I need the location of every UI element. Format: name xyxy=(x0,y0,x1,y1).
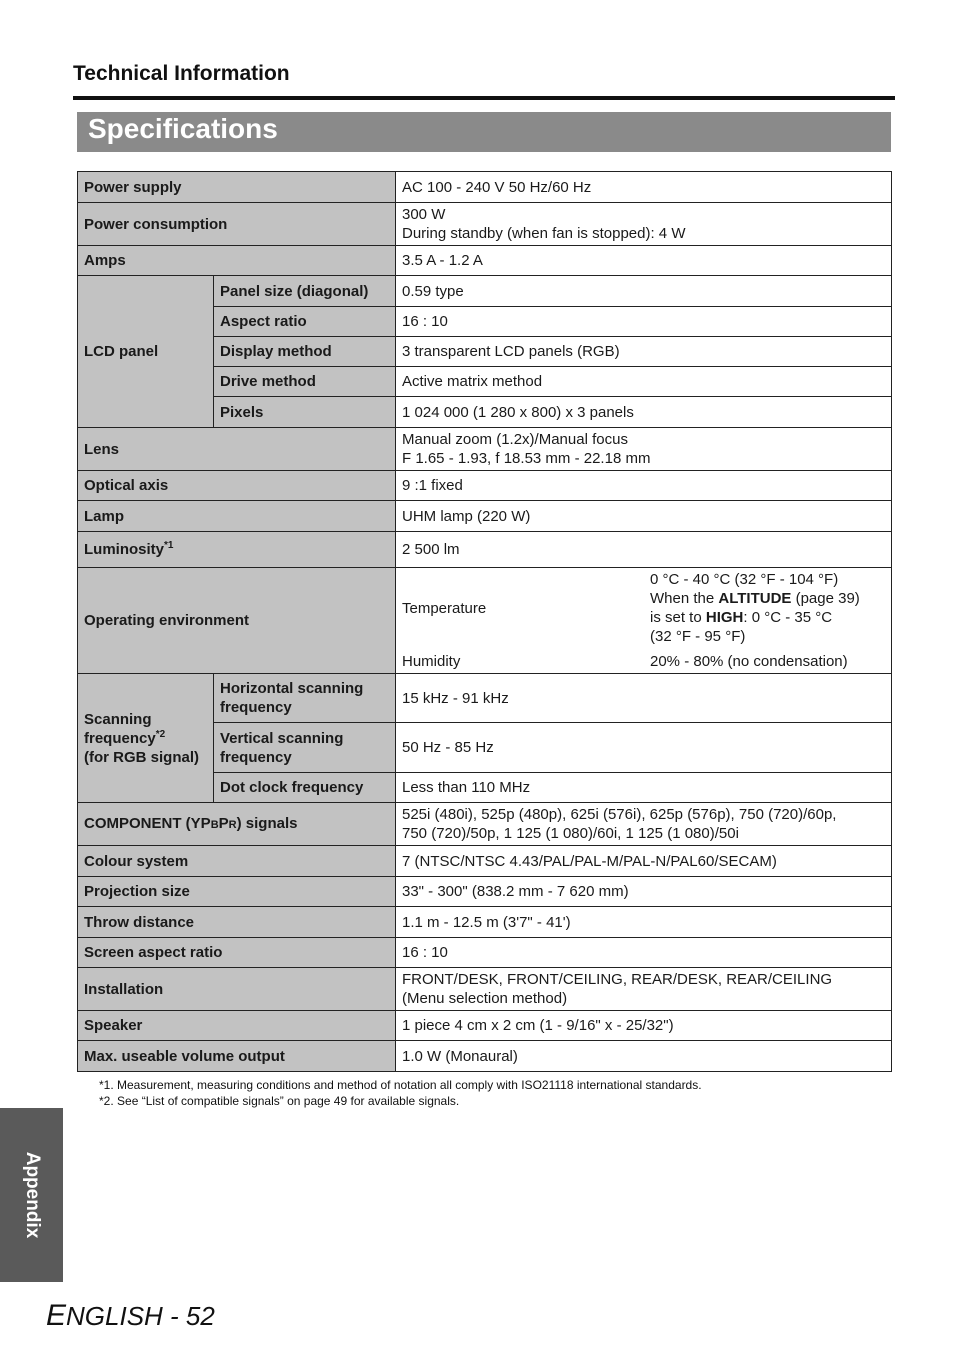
row-label: Operating environment xyxy=(78,568,396,674)
humidity-label: Humidity xyxy=(402,653,461,670)
row-value: 1.0 W (Monaural) xyxy=(396,1041,892,1072)
table-row xyxy=(78,276,892,307)
temp-when: When the xyxy=(650,590,719,607)
label-text: Luminosity xyxy=(84,541,165,558)
table-row xyxy=(78,803,892,846)
row-value: 1 piece 4 cm x 2 cm (1 - 9/16" x - 25/32") xyxy=(396,1011,892,1041)
footnote-ref: *1 xyxy=(164,540,174,551)
table-row xyxy=(78,1011,892,1041)
humidity-row xyxy=(402,646,885,671)
row-label: Lens xyxy=(78,428,396,471)
row-value: UHM lamp (220 W) xyxy=(396,501,892,532)
table-row xyxy=(78,532,892,568)
row-value xyxy=(396,968,892,1011)
row-value xyxy=(396,568,892,674)
table-row xyxy=(78,907,892,938)
row-value: Active matrix method xyxy=(396,367,892,397)
sub-label: Aspect ratio xyxy=(214,307,396,337)
row-label: Max. useable volume output xyxy=(78,1041,396,1072)
row-value: Less than 110 MHz xyxy=(396,773,892,803)
appendix-side-tab xyxy=(0,1108,63,1282)
section-header: Technical Information xyxy=(73,62,290,85)
label-sub: R xyxy=(228,818,237,831)
value-line: 750 (720)/50p, 1 125 (1 080)/60i, 1 125 (1 080)/50i xyxy=(402,825,739,842)
sub-label: Drive method xyxy=(214,367,396,397)
temperature-value xyxy=(650,570,885,646)
row-label: Projection size xyxy=(78,877,396,907)
title-bar xyxy=(77,112,891,152)
value-line: F 1.65 - 1.93, f 18.53 mm - 22.18 mm xyxy=(402,450,651,467)
row-value xyxy=(396,428,892,471)
row-value: 2 500 lm xyxy=(396,532,892,568)
temp-high-range: : 0 °C - 35 °C xyxy=(743,609,833,626)
table-row xyxy=(78,428,892,471)
footnotes xyxy=(99,1077,702,1109)
row-value: 9 :1 fixed xyxy=(396,471,892,501)
table-row xyxy=(78,471,892,501)
row-value: 33" - 300" (838.2 mm - 7 620 mm) xyxy=(396,877,892,907)
sub-label: Dot clock frequency xyxy=(214,773,396,803)
row-value xyxy=(396,203,892,246)
footnote: *1. Measurement, measuring conditions and method of notation all comply with ISO21118 international standards. xyxy=(99,1078,702,1092)
group-label: LCD panel xyxy=(78,276,214,428)
row-value xyxy=(396,803,892,846)
row-value: 15 kHz - 91 kHz xyxy=(396,674,892,723)
label-line: frequency xyxy=(84,729,156,747)
row-label: Power supply xyxy=(78,172,396,203)
sub-label: Display method xyxy=(214,337,396,367)
value-line: FRONT/DESK, FRONT/CEILING, REAR/DESK, REAR/CEILING xyxy=(402,971,833,988)
value-line: 525i (480i), 525p (480p), 625i (576i), 625p (576p), 750 (720)/60p, xyxy=(402,806,837,823)
table-row xyxy=(78,938,892,968)
table-row xyxy=(78,877,892,907)
temperature-label: Temperature xyxy=(402,599,487,617)
value-line: Manual zoom (1.2x)/Manual focus xyxy=(402,431,628,448)
label-line: (for RGB signal) xyxy=(84,748,199,766)
row-label: Optical axis xyxy=(78,471,396,501)
row-value: 3 transparent LCD panels (RGB) xyxy=(396,337,892,367)
label-text: P xyxy=(218,814,229,832)
row-value: 3.5 A - 1.2 A xyxy=(396,246,892,276)
footnote-ref: *2 xyxy=(155,728,166,740)
side-tab-label: Appendix xyxy=(21,1151,43,1239)
row-label: Installation xyxy=(78,968,396,1011)
row-label xyxy=(78,532,396,568)
row-label: Screen aspect ratio xyxy=(78,938,396,968)
label-text: ) signals xyxy=(236,814,298,832)
table-row xyxy=(78,501,892,532)
group-label xyxy=(78,674,214,803)
label-sub: B xyxy=(210,818,219,831)
page-title: Specifications xyxy=(88,113,278,144)
row-label: Lamp xyxy=(78,501,396,532)
table-row xyxy=(78,968,892,1011)
high-term: HIGH xyxy=(705,609,744,626)
environment-subtable xyxy=(402,570,885,671)
table-row xyxy=(78,246,892,276)
value-line: (Menu selection method) xyxy=(402,990,568,1007)
table-row xyxy=(78,1041,892,1072)
sub-label: Horizontal scanning frequency xyxy=(214,674,396,723)
temp-line: (32 °F - 95 °F) xyxy=(650,628,746,645)
row-value: 1.1 m - 12.5 m (3'7" - 41') xyxy=(396,907,892,938)
row-label xyxy=(78,803,396,846)
temp-line: 0 °C - 40 °C (32 °F - 104 °F) xyxy=(650,571,839,588)
temp-page: (page 39) xyxy=(791,590,860,607)
row-value: 16 : 10 xyxy=(396,307,892,337)
row-value: 1 024 000 (1 280 x 800) x 3 panels xyxy=(396,397,892,428)
temperature-row xyxy=(402,570,885,646)
row-label: Amps xyxy=(78,246,396,276)
row-value: 50 Hz - 85 Hz xyxy=(396,723,892,773)
footer-initial: E xyxy=(46,1299,67,1332)
footer-text: NGLISH - 52 xyxy=(66,1301,215,1331)
value-line: 300 W xyxy=(402,206,446,223)
sub-label: Vertical scanning frequency xyxy=(214,723,396,773)
table-row xyxy=(78,674,892,723)
page-footer xyxy=(46,1299,215,1333)
table-row xyxy=(78,203,892,246)
row-label: Speaker xyxy=(78,1011,396,1041)
row-value: 7 (NTSC/NTSC 4.43/PAL/PAL-M/PAL-N/PAL60/SECAM) xyxy=(396,846,892,877)
specifications-table xyxy=(77,171,892,1072)
sub-label: Pixels xyxy=(214,397,396,428)
row-value: AC 100 - 240 V 50 Hz/60 Hz xyxy=(396,172,892,203)
row-label: Colour system xyxy=(78,846,396,877)
label-text: COMPONENT (YP xyxy=(84,814,211,832)
humidity-value: 20% - 80% (no condensation) xyxy=(650,653,848,670)
label-line: Scanning xyxy=(84,710,152,728)
table-row xyxy=(78,172,892,203)
row-value: 16 : 10 xyxy=(396,938,892,968)
table-row xyxy=(78,568,892,674)
temp-isset: is set to xyxy=(650,609,706,626)
header-rule xyxy=(73,96,895,100)
table-row xyxy=(78,846,892,877)
sub-label: Panel size (diagonal) xyxy=(214,276,396,307)
row-label: Throw distance xyxy=(78,907,396,938)
row-label: Power consumption xyxy=(78,203,396,246)
row-value: 0.59 type xyxy=(396,276,892,307)
value-line: During standby (when fan is stopped): 4 W xyxy=(402,225,686,242)
footnote: *2. See “List of compatible signals” on page 49 for available signals. xyxy=(99,1094,460,1108)
altitude-term: ALTITUDE xyxy=(718,590,792,607)
